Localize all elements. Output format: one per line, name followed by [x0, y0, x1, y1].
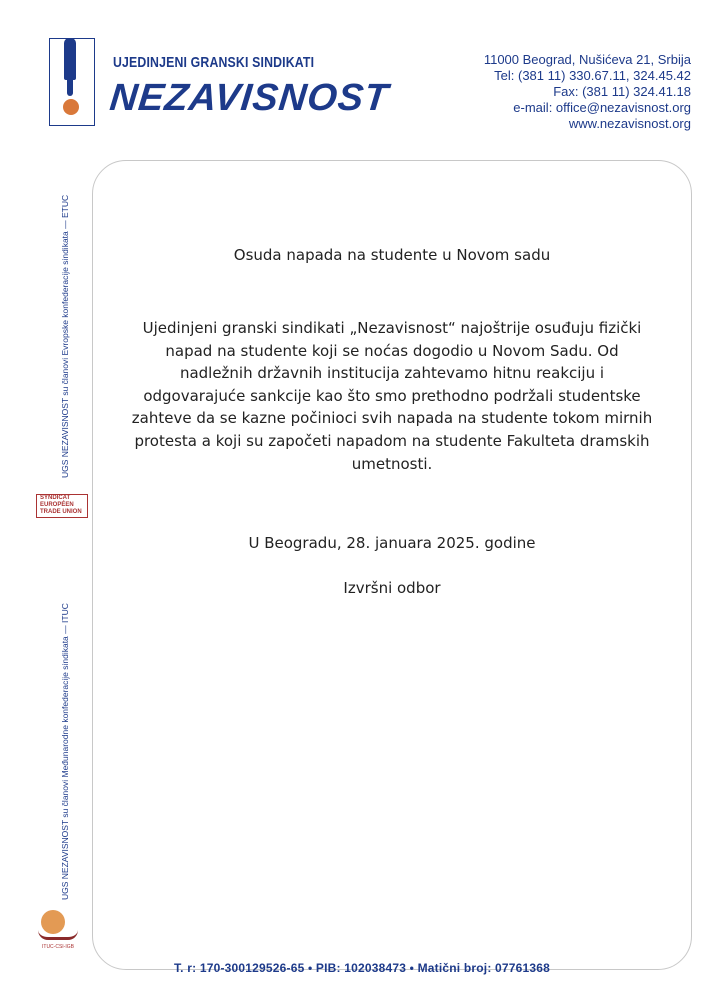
- logo-exclamation-icon: [64, 38, 76, 80]
- etuc-badge-line2: EUROPÉEN: [40, 502, 74, 508]
- contact-address: 11000 Beograd, Nušićeva 21, Srbija: [483, 52, 691, 67]
- org-subtitle: UJEDINJENI GRANSKI SINDIKATI: [113, 54, 315, 71]
- sidebar-etuc-text: UGS NEZAVISNOST su članovi Evropske konfederacije sindikata — ETUC: [60, 194, 70, 478]
- contact-fax: Fax: (381 11) 324.41.18: [553, 84, 691, 99]
- body-line: Ujedinjeni granski sindikati „Nezavisnost“ najoštrije osuđuju fizički: [142, 319, 642, 337]
- logo-exclamation-tip: [67, 80, 73, 96]
- contact-website: www.nezavisnost.org: [568, 116, 691, 131]
- etuc-badge: [36, 494, 88, 518]
- letter-title: Osuda napada na studente u Novom sadu: [233, 246, 551, 264]
- etuc-badge-line3: TRADE UNION: [40, 509, 82, 515]
- letter-body: [92, 317, 692, 475]
- contact-email: e-mail: office@nezavisnost.org: [513, 100, 691, 115]
- content-frame: [92, 160, 692, 970]
- body-line: napad na studente koji se noćas dogodio u Novom Sadu. Od: [165, 341, 619, 360]
- footer-registration: T. r: 170-300129526-65 • PIB: 102038473 • Matični broj: 07761368: [173, 961, 551, 975]
- org-name: NEZAVISNOST: [107, 77, 391, 119]
- body-line: zahteve da se kazne počinioci svih napada na studente tokom mirnih: [131, 409, 653, 428]
- ituc-caption: ITUC-CSI-IGB: [42, 944, 74, 950]
- body-line: umetnosti.: [351, 454, 433, 473]
- logo-dot-icon: [63, 99, 79, 115]
- contact-block: [484, 52, 691, 132]
- sidebar-ituc-text: UGS NEZAVISNOST su članovi Međunarodne konfederacije sindikata — ITUC: [60, 603, 70, 900]
- contact-tel: Tel: (381 11) 330.67.11, 324.45.42: [494, 68, 691, 83]
- letter-signature: Izvršni odbor: [343, 579, 441, 597]
- body-line: nadležnih državnih institucija zahtevamo hitnu reakciju i: [179, 364, 605, 383]
- body-line: odgovarajuće sankcije kao što smo prethodno podržali studentske: [143, 386, 641, 405]
- etuc-badge-line1: SYNDICAT: [40, 495, 71, 501]
- letter-date: U Beogradu, 28. januara 2025. godine: [248, 534, 536, 552]
- body-line: protesta a koji su započeti napadom na studente Fakulteta dramskih: [134, 431, 650, 450]
- ituc-swoosh-icon: [38, 930, 78, 940]
